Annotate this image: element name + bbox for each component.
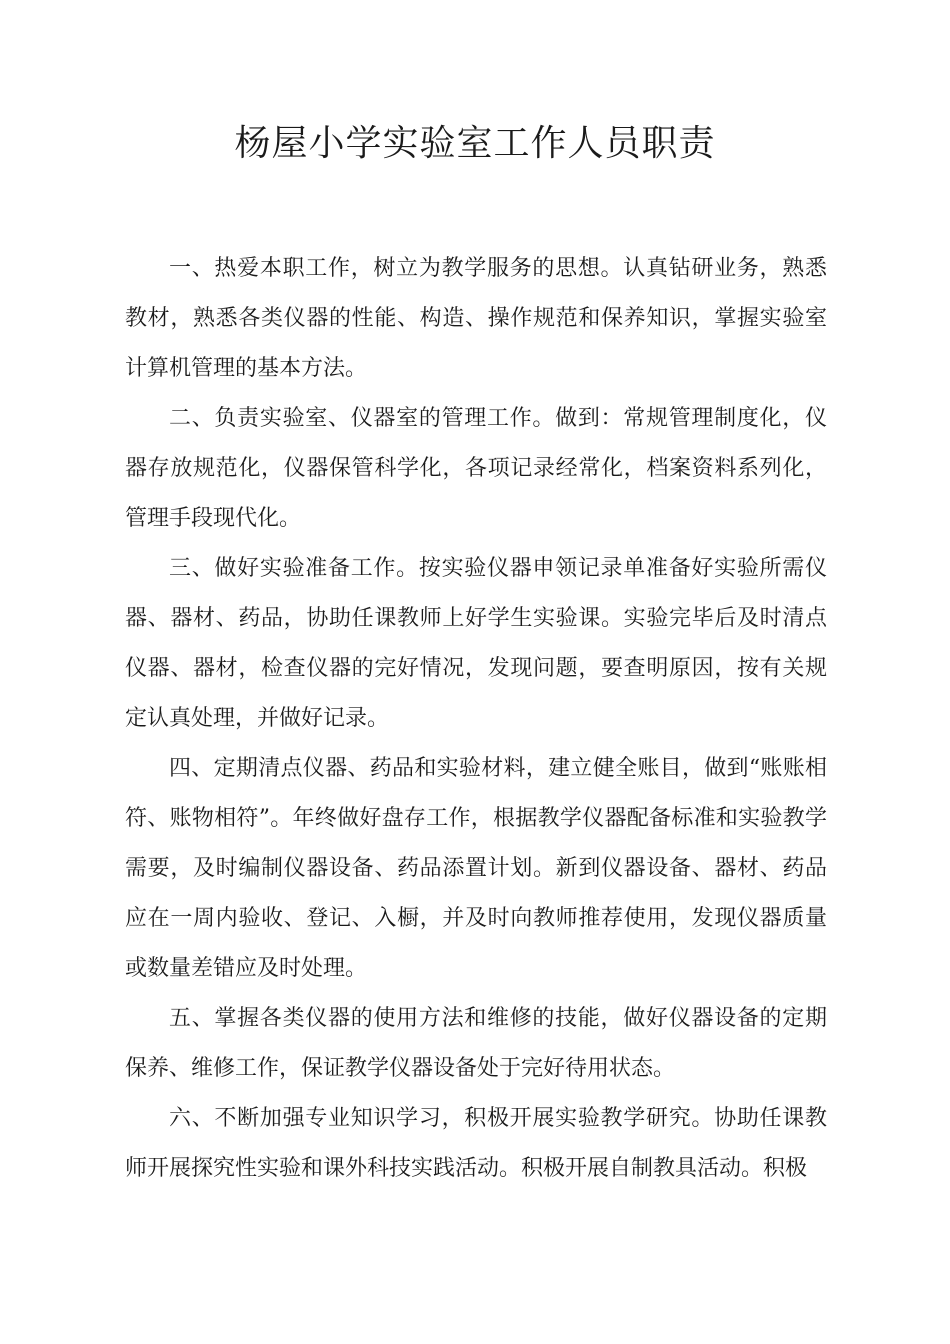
document-title: 杨屋小学实验室工作人员职责 [234,123,716,164]
document-body [125,244,827,1194]
paragraph-4: 四、定期清点仪器、药品和实验材料，建立健全账目，做到“账账相符、账物相符”。年终做好盘存工作，根据教学仪器配备标准和实验教学需要，及时编制仪器设备、药品添置计划。新到仪器设备、器材、药品应在一周内验收、登记、入橱，并及时向教师推荐使用，发现仪器质量或数量差错应及时处理。 [125,756,827,981]
paragraph-5: 五、掌握各类仪器的使用方法和维修的技能，做好仪器设备的定期保养、维修工作，保证教学仪器设备处于完好待用状态。 [125,1006,827,1081]
paragraph-3: 三、做好实验准备工作。按实验仪器申领记录单准备好实验所需仪器、器材、药品，协助任课教师上好学生实验课。实验完毕后及时清点仪器、器材，检查仪器的完好情况，发现问题，要查明原因，按有关规定认真处理，并做好记录。 [125,556,827,731]
paragraph-6: 六、不断加强专业知识学习，积极开展实验教学研究。协助任课教师开展探究性实验和课外科技实践活动。积极开展自制教具活动。积极 [125,1106,827,1181]
paragraph-1: 一、热爱本职工作，树立为教学服务的思想。认真钻研业务，熟悉教材，熟悉各类仪器的性能、构造、操作规范和保养知识，掌握实验室计算机管理的基本方法。 [125,256,827,381]
paragraph-2: 二、负责实验室、仪器室的管理工作。做到：常规管理制度化，仪器存放规范化，仪器保管科学化，各项记录经常化，档案资料系列化，管理手段现代化。 [125,406,827,531]
